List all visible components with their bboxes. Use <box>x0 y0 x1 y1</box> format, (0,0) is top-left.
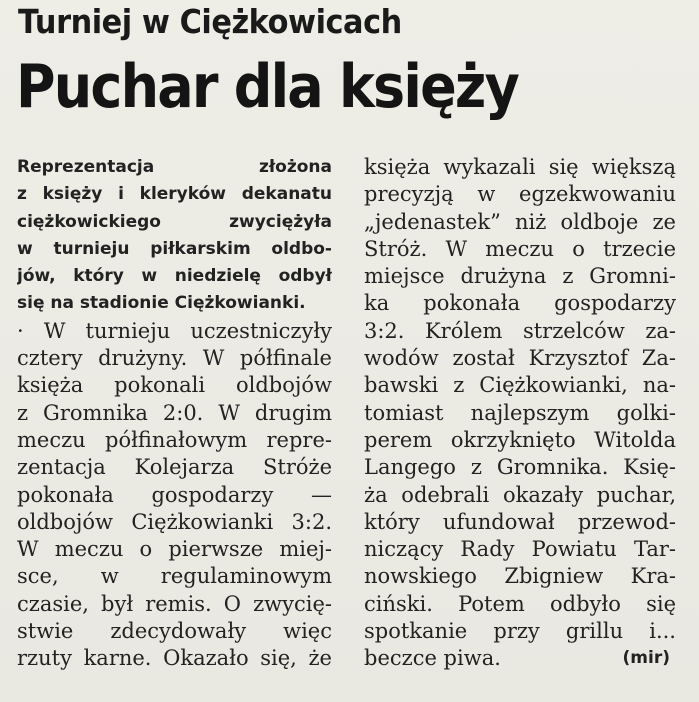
lead-line: się na stadionie Ciężkowianki. <box>17 293 306 314</box>
body-line: ciński. Potem odbyło się <box>364 591 676 616</box>
body-line: bawski z Ciężkowianki, na- <box>364 373 676 398</box>
body-line: który ufundował przewod- <box>364 509 676 534</box>
article-kicker: Turniej w Ciężkowicach <box>18 2 402 41</box>
body-line: księża pokonali oldbojów <box>17 373 332 398</box>
lead-line: Reprezentacja złożona <box>17 157 332 177</box>
body-line: precyzją w egzekwowaniu <box>364 182 676 207</box>
body-line: tomiast najlepszym golki- <box>364 400 676 425</box>
article-column-right <box>364 154 676 673</box>
body-line: stwie zdecydowały więc <box>17 619 332 644</box>
closing-row <box>364 645 676 672</box>
article-column-left <box>17 154 332 673</box>
article-body-left <box>17 318 332 673</box>
body-line: ka pokonała gospodarzy <box>364 291 676 316</box>
body-line: pokonała gospodarzy — <box>17 482 332 507</box>
body-line: wodów został Krzysztof Za- <box>364 346 676 371</box>
body-line: Langego z Gromnika. Księ- <box>364 455 676 480</box>
lead-line: w turnieju piłkarskim oldbo- <box>17 238 332 259</box>
body-line: nowskiego Zbigniew Kra- <box>364 564 676 589</box>
body-line: zentacja Kolejarza Stróże <box>17 455 332 480</box>
body-line: perem okrzyknięto Witolda <box>364 427 676 452</box>
body-line: cztery drużyny. W półfinale <box>17 346 332 371</box>
article-headline: Puchar dla księży <box>16 52 518 122</box>
body-line: rzuty karne. Okazało się, że <box>17 646 332 671</box>
lead-line: z księży i kleryków dekanatu <box>17 184 332 205</box>
body-line: miejsce drużyna z Gromni- <box>364 264 676 289</box>
lead-line: jów, który w niedzielę odbył <box>17 266 332 287</box>
article-lead <box>17 154 332 318</box>
body-line: niczący Rady Powiatu Tar- <box>364 537 676 562</box>
body-line: W meczu o pierwsze miej- <box>17 537 332 562</box>
body-line: „jedenastek” niż oldboje ze <box>364 209 676 234</box>
body-line: oldbojów Ciężkowianki 3:2. <box>17 509 332 534</box>
body-line: 3:2. Królem strzelców za- <box>364 318 676 343</box>
author-signoff: (mir) <box>622 648 670 669</box>
body-line: księża wykazali się większą <box>364 155 676 179</box>
body-line: czasie, był remis. O zwycię- <box>17 591 332 616</box>
body-line: · W turnieju uczestniczyły <box>17 318 332 343</box>
body-line: sce, w regulaminowym <box>17 564 332 589</box>
body-line: spotkanie przy grillu i... <box>364 619 676 644</box>
lead-line: ciężkowickiego zwyciężyła <box>17 211 332 232</box>
body-line: ża odebrali okazały puchar, <box>364 482 676 507</box>
body-line: z Gromnika 2:0. W drugim <box>17 400 332 425</box>
body-line: Stróż. W meczu o trzecie <box>364 236 676 261</box>
body-line: beczce piwa. <box>364 646 501 671</box>
body-line: meczu półfinałowym repre- <box>17 427 332 452</box>
